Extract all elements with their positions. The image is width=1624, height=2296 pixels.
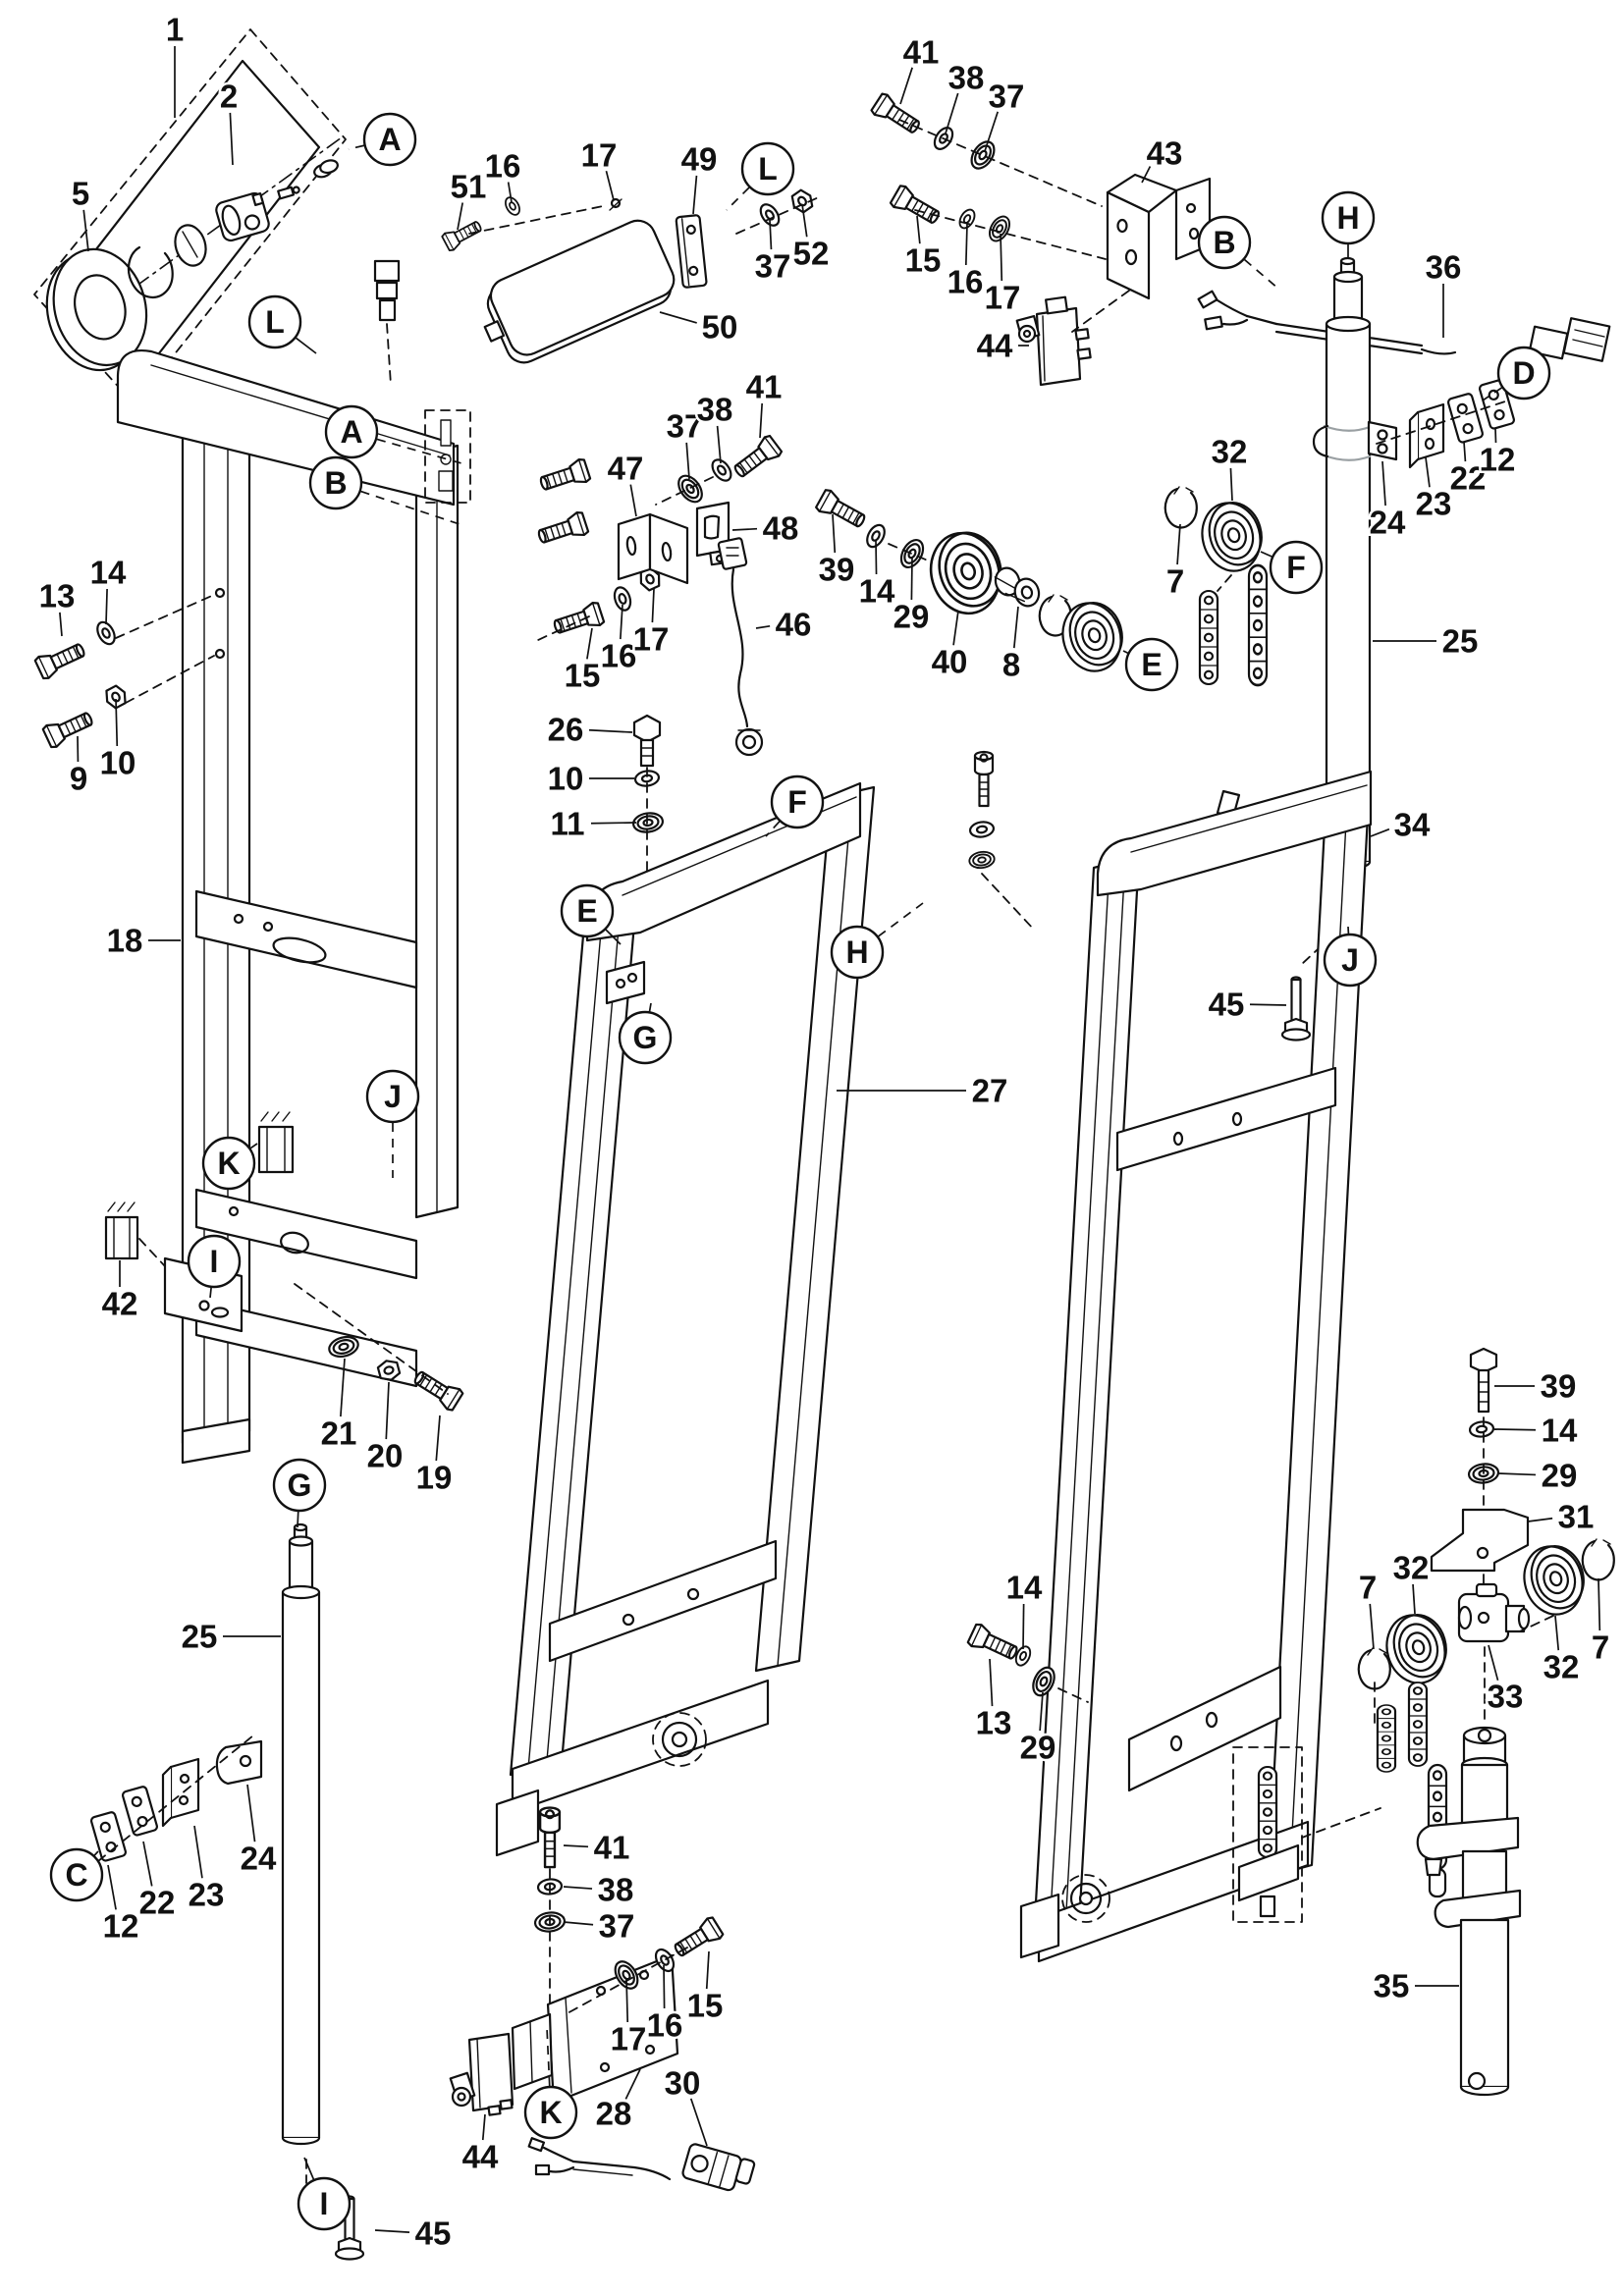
part-number-17-77: 17 (610, 2020, 647, 2057)
part-number-31-60: 31 (1557, 1498, 1595, 1535)
part-number-25-67: 25 (181, 1618, 218, 1655)
part-number-10-27: 10 (99, 744, 136, 781)
part-number-52-8: 52 (792, 235, 830, 272)
part-number-49-6: 49 (680, 140, 718, 178)
part-number-14-25: 14 (89, 554, 127, 591)
part-number-14-35: 14 (858, 572, 895, 610)
part-number-26-45: 26 (547, 711, 584, 748)
part-number-41-72: 41 (593, 1829, 630, 1866)
part-number-9-26: 9 (69, 760, 88, 797)
ref-letter-G-10: G (632, 1020, 658, 1055)
ref-letter-B-4: B (324, 465, 348, 501)
part-number-33-63: 33 (1487, 1678, 1524, 1715)
part-number-24-20: 24 (1369, 504, 1406, 541)
leader-11-47 (591, 823, 636, 824)
ref-letter-C-18: C (65, 1857, 88, 1893)
part-number-17-16: 17 (984, 279, 1021, 316)
part-number-42-52: 42 (101, 1285, 138, 1322)
part-number-27-48: 27 (971, 1072, 1008, 1109)
part-number-44-17: 44 (976, 327, 1013, 364)
ref-letter-I-16: I (209, 1244, 219, 1279)
part-number-37-12: 37 (988, 78, 1025, 115)
ref-letter-A-3: A (340, 414, 363, 450)
leader-45-82 (1250, 1004, 1286, 1005)
leader-14-58 (1494, 1429, 1536, 1430)
part-number-16-15: 16 (947, 263, 984, 300)
part-number-41-32: 41 (745, 368, 783, 405)
ref-letter-L-2: L (265, 304, 285, 340)
part-number-11-47: 11 (550, 805, 585, 842)
part-number-13-24: 13 (38, 577, 76, 614)
ref-letter-D-7: D (1512, 355, 1536, 391)
chain-anchor-latch (375, 261, 399, 281)
part-number-18-28: 18 (106, 922, 143, 959)
part-number-13-55: 13 (975, 1704, 1012, 1741)
part-number-22-22: 22 (1449, 459, 1487, 497)
part-number-40-38: 40 (931, 643, 968, 680)
ref-letter-E-13: E (1141, 647, 1163, 682)
ref-letter-J-20: J (1341, 942, 1359, 978)
part-number-38-31: 38 (696, 391, 733, 428)
ref-letter-I-19: I (319, 2186, 329, 2221)
part-number-32-40: 32 (1211, 433, 1248, 470)
part-number-16-4: 16 (484, 147, 521, 185)
part-number-5-2: 5 (71, 175, 90, 212)
clip-23-lower (171, 1759, 198, 1818)
part-number-17-5: 17 (580, 136, 618, 174)
part-number-23-69: 23 (188, 1876, 225, 1913)
part-number-2-1: 2 (219, 78, 239, 115)
part-number-21-49: 21 (320, 1415, 357, 1452)
leader-17-77 (626, 1979, 627, 2022)
leader-16-15 (966, 224, 967, 265)
part-number-51-3: 51 (450, 168, 487, 205)
part-number-32-64: 32 (1543, 1648, 1580, 1685)
part-number-14-58: 14 (1541, 1412, 1578, 1449)
part-number-45-81: 45 (414, 2215, 452, 2252)
part-number-29-36: 29 (893, 598, 930, 635)
part-number-8-39: 8 (1001, 646, 1021, 683)
part-number-1-0: 1 (165, 11, 185, 48)
part-number-12-71: 12 (102, 1907, 139, 1945)
part-number-47-29: 47 (607, 450, 644, 487)
part-number-41-10: 41 (902, 33, 940, 71)
ref-letter-H-6: H (1336, 200, 1360, 236)
part-number-16-76: 16 (646, 2006, 683, 2044)
leader-16-76 (664, 1965, 665, 2008)
ref-letter-K-15: K (217, 1146, 241, 1181)
leader-29-36 (911, 558, 912, 600)
ref-letter-B-5: B (1213, 225, 1236, 260)
part-number-15-42: 15 (564, 657, 601, 694)
part-number-45-82: 45 (1208, 986, 1245, 1023)
part-number-28-79: 28 (595, 2095, 632, 2132)
part-number-35-66: 35 (1373, 1967, 1410, 2004)
part-number-34-53: 34 (1393, 806, 1431, 843)
part-number-37-7: 37 (754, 247, 791, 285)
part-number-50-9: 50 (701, 308, 738, 346)
part-number-17-44: 17 (632, 620, 670, 658)
part-number-36-18: 36 (1425, 248, 1462, 286)
ref-letter-F-8: F (787, 784, 807, 820)
leader-14-35 (876, 540, 877, 574)
part-number-10-46: 10 (547, 760, 584, 797)
part-number-25-19: 25 (1441, 622, 1479, 660)
ref-letter-A-0: A (378, 122, 402, 157)
part-number-14-54: 14 (1005, 1569, 1043, 1606)
leader-14-25 (106, 589, 107, 624)
part-number-7-62: 7 (1358, 1569, 1378, 1606)
part-number-12-23: 12 (1479, 441, 1516, 478)
ref-letter-E-9: E (576, 893, 598, 929)
ref-letter-G-17: G (287, 1468, 312, 1503)
part-number-37-74: 37 (598, 1907, 635, 1945)
part-number-7-41: 7 (1165, 562, 1185, 600)
part-number-39-34: 39 (818, 551, 855, 588)
leader-ref-I-16 (210, 1288, 211, 1298)
part-number-48-33: 48 (762, 509, 799, 547)
part-number-38-11: 38 (947, 59, 985, 96)
part-number-30-78: 30 (664, 2064, 701, 2102)
part-number-43-13: 43 (1146, 134, 1183, 172)
ref-letter-K-21: K (539, 2095, 563, 2130)
clip-23 (1418, 404, 1443, 459)
part-number-38-73: 38 (597, 1871, 634, 1908)
part-number-15-75: 15 (686, 1987, 724, 2024)
ref-letter-F-12: F (1286, 550, 1306, 585)
part-number-37-30: 37 (666, 407, 703, 445)
part-number-32-61: 32 (1392, 1549, 1430, 1586)
part-number-16-43: 16 (600, 637, 637, 674)
part-number-46-37: 46 (775, 606, 812, 643)
part-number-39-57: 39 (1540, 1367, 1577, 1405)
part-number-19-51: 19 (415, 1459, 453, 1496)
part-number-23-21: 23 (1415, 485, 1452, 522)
leader-14-54 (1023, 1604, 1024, 1649)
part-number-22-70: 22 (138, 1884, 176, 1921)
part-number-20-50: 20 (366, 1437, 404, 1474)
part-number-15-14: 15 (904, 241, 942, 279)
part-number-7-65: 7 (1591, 1629, 1610, 1666)
ref-letter-H-11: H (845, 934, 869, 970)
part-number-44-80: 44 (461, 2138, 499, 2175)
part-number-29-56: 29 (1019, 1729, 1056, 1766)
ref-letter-L-1: L (758, 151, 778, 187)
ref-letter-J-14: J (384, 1079, 402, 1114)
part-number-24-68: 24 (240, 1840, 277, 1877)
part-number-29-59: 29 (1541, 1457, 1578, 1494)
